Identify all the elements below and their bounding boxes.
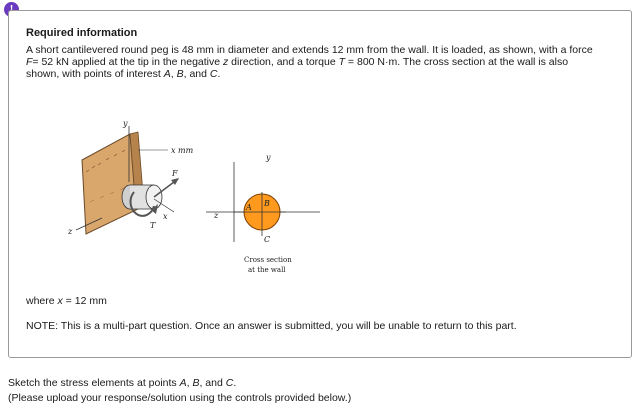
cs-point-c-label: C xyxy=(264,235,271,244)
peg-drawing xyxy=(122,185,162,209)
statement-line-1: A short cantilevered round peg is 48 mm in diameter and extends 12 mm from the wall. It is loaded, as shown, with a force xyxy=(26,44,593,56)
cs-point-b-label: B xyxy=(264,199,270,208)
wall-drawing xyxy=(82,132,144,234)
cs-z-label: z xyxy=(214,211,219,220)
wall-z-label: z xyxy=(68,227,73,236)
statement-line-2: F= 52 kN applied at the tip in the negative z direction, and a torque T = 800 N·m. The cross section at the wall is also xyxy=(26,56,569,68)
sketch-prompt: Sketch the stress elements at points A, B, and C. xyxy=(8,377,237,389)
multi-part-note: NOTE: This is a multi-part question. Once an answer is submitted, you will be unable to return to this part. xyxy=(26,320,517,332)
info-title: Required information xyxy=(26,27,138,39)
dimension-x-mm-label: x mm xyxy=(171,146,194,155)
cs-caption-line-1: Cross section xyxy=(244,256,292,264)
wall-y-label: y xyxy=(123,119,128,128)
cs-caption-line-2: at the wall xyxy=(248,266,286,274)
cross-section-drawing xyxy=(206,162,320,242)
where-line: where x = 12 mm xyxy=(26,295,107,307)
torque-label: T xyxy=(150,221,156,230)
cs-y-label: y xyxy=(266,153,271,162)
upload-instruction: (Please upload your response/solution using the controls provided below.) xyxy=(8,392,352,404)
wall-x-label: x xyxy=(163,212,168,221)
problem-statement xyxy=(26,44,616,80)
statement-line-3: shown, with points of interest A, B, and C. xyxy=(26,68,221,80)
force-label: F xyxy=(172,169,178,178)
problem-figure xyxy=(50,102,350,284)
cs-point-a-label: A xyxy=(246,203,252,212)
